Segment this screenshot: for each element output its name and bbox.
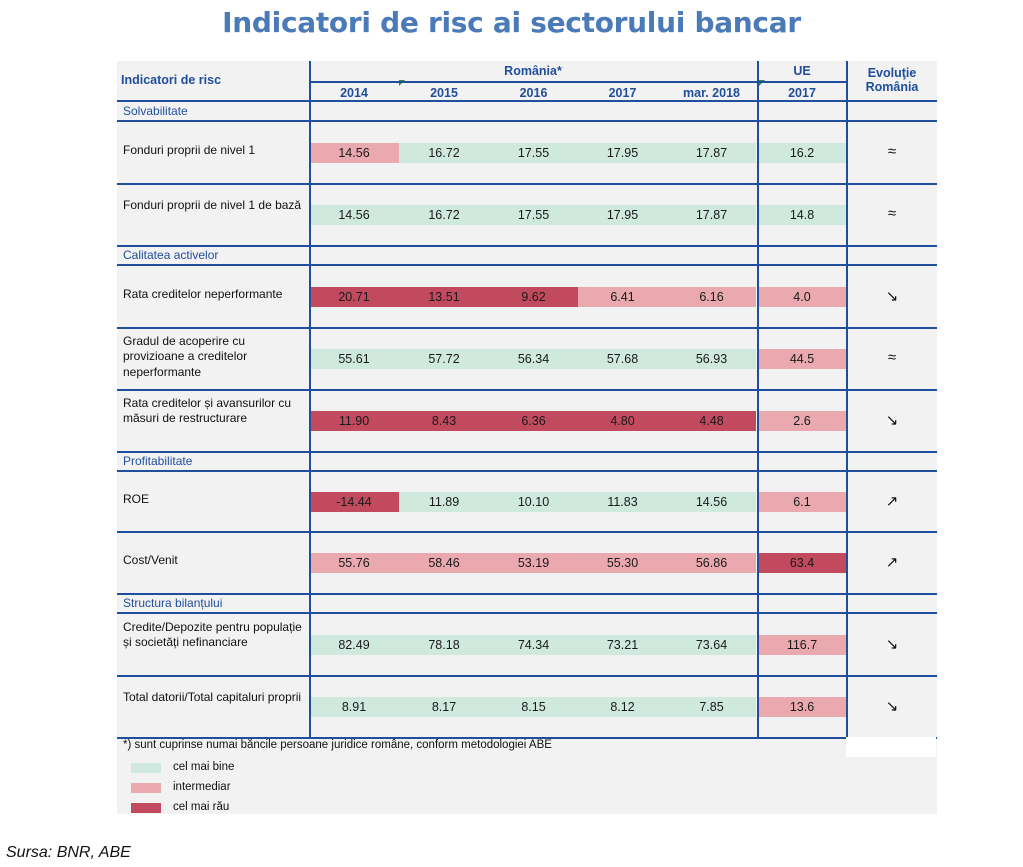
table-cell: 6.41 [578,287,667,307]
legend-swatch [131,803,161,813]
rule [117,389,937,391]
header-year: 2015 [430,86,458,100]
rule [117,531,937,533]
table-cell: 55.76 [309,553,399,573]
rule [309,61,311,737]
table-cell: 11.90 [309,411,399,431]
table-cell: 16.72 [399,143,489,163]
header-indicator: Indicatori de risc [121,73,222,87]
table-cell: 9.62 [489,287,578,307]
legend-swatch [131,783,161,793]
evolution-icon: ↘ [885,412,899,429]
evolution-icon: ↗ [885,554,899,571]
row-label: Total datorii/Total capitaluri proprii [123,689,302,704]
table-cell: 17.87 [667,143,756,163]
rule [117,100,937,102]
table-cell: 82.49 [309,635,399,655]
table-cell: 56.93 [667,349,756,369]
section-title: Structura bilanțului [123,596,223,610]
rule [757,61,759,737]
row-label: Cost/Venit [123,553,178,568]
rule [117,451,937,453]
header-ue-year: 2017 [788,86,816,100]
table-cell: 8.17 [399,697,489,717]
table-cell: 6.16 [667,287,756,307]
rule [117,264,937,266]
table-cell: 17.87 [667,205,756,225]
ue-cell: 6.1 [758,492,846,512]
section-title: Solvabilitate [123,104,188,118]
table-cell: 7.85 [667,697,756,717]
table-cell: 73.21 [578,635,667,655]
table-cell: 14.56 [309,143,399,163]
table-cell: 56.34 [489,349,578,369]
table-cell: 17.95 [578,205,667,225]
table-cell: 55.61 [309,349,399,369]
row-label: Gradul de acoperire cu provizioane a creditelor neperformante [123,333,248,379]
row-label: Fonduri proprii de nivel 1 [123,143,256,158]
table-cell: 17.55 [489,205,578,225]
header-year: 2017 [608,86,637,100]
table-cell: 10.10 [489,492,578,512]
ue-cell: 13.6 [758,697,846,717]
table-cell: 8.15 [489,697,578,717]
footnote: *) sunt cuprinse numai băncile persoane juridice române, conform metodologiei ABE [123,739,552,751]
rule [117,612,937,614]
rule [117,675,937,677]
rule [117,327,937,329]
table-cell: 58.46 [399,553,489,573]
evolution-icon: ↘ [885,288,899,305]
evolution-icon: ≈ [887,205,897,222]
table-cell: 13.51 [399,287,489,307]
evolution-icon: ↘ [885,636,899,653]
legend-label: cel mai rău [173,801,230,813]
ue-cell: 16.2 [758,143,846,163]
rule [117,120,937,122]
header-year: mar. 2018 [683,86,740,100]
evolution-icon: ≈ [887,143,897,160]
table-cell: 11.83 [578,492,667,512]
table-cell: 55.30 [578,553,667,573]
table-cell: 6.36 [489,411,578,431]
rule [117,183,937,185]
header-ue: UE [793,64,811,78]
evolution-icon: ≈ [887,349,897,366]
table-cell: 73.64 [667,635,756,655]
evolution-icon: ↗ [885,493,899,510]
rule [309,81,847,83]
rule [846,737,936,757]
table-cell: -14.44 [309,492,399,512]
table-cell: 57.72 [399,349,489,369]
table-cell: 57.68 [578,349,667,369]
table-cell: 20.71 [309,287,399,307]
table-cell: 4.48 [667,411,756,431]
table-cell: 14.56 [309,205,399,225]
legend-swatch [131,763,161,773]
rule [846,61,848,737]
table-cell: 56.86 [667,553,756,573]
header-year: 2014 [340,86,368,100]
header-romania: România* [504,64,562,78]
table-cell: 8.91 [309,697,399,717]
row-label: Fonduri proprii de nivel 1 de bază [123,197,302,212]
ue-cell: 14.8 [758,205,846,225]
rule [117,470,937,472]
row-label: Rata creditelor și avansurilor cu măsuri de restructurare [123,395,292,426]
legend-label: cel mai bine [173,761,235,773]
table-cell: 4.80 [578,411,667,431]
section-title: Calitatea activelor [123,248,219,262]
table-cell: 8.12 [578,697,667,717]
row-label: Rata creditelor neperformante [123,287,283,302]
table-cell: 11.89 [399,492,489,512]
header-year: 2016 [519,86,548,100]
rule [117,245,937,247]
ue-cell: 44.5 [758,349,846,369]
table-cell: 74.34 [489,635,578,655]
row-label: ROE [123,492,150,507]
ue-cell: 116.7 [758,635,846,655]
section-title: Profitabilitate [123,454,193,468]
table-cell: 53.19 [489,553,578,573]
row-label: Credite/Depozite pentru populație și societăți nefinanciare [123,619,302,650]
evolution-icon: ↘ [885,698,899,715]
ue-cell: 63.4 [758,553,846,573]
page-title: Indicatori de risc ai sectorului bancar [222,6,801,39]
table-cell: 16.72 [399,205,489,225]
table-cell: 8.43 [399,411,489,431]
rule [117,593,937,595]
ue-cell: 4.0 [758,287,846,307]
legend-label: intermediar [173,781,231,793]
table-cell: 14.56 [667,492,756,512]
table-cell: 17.55 [489,143,578,163]
table-cell: 17.95 [578,143,667,163]
source-note: Sursa: BNR, ABE [6,844,131,861]
header-evolution: Evoluţie România [865,66,919,94]
ue-cell: 2.6 [758,411,846,431]
table-cell: 78.18 [399,635,489,655]
